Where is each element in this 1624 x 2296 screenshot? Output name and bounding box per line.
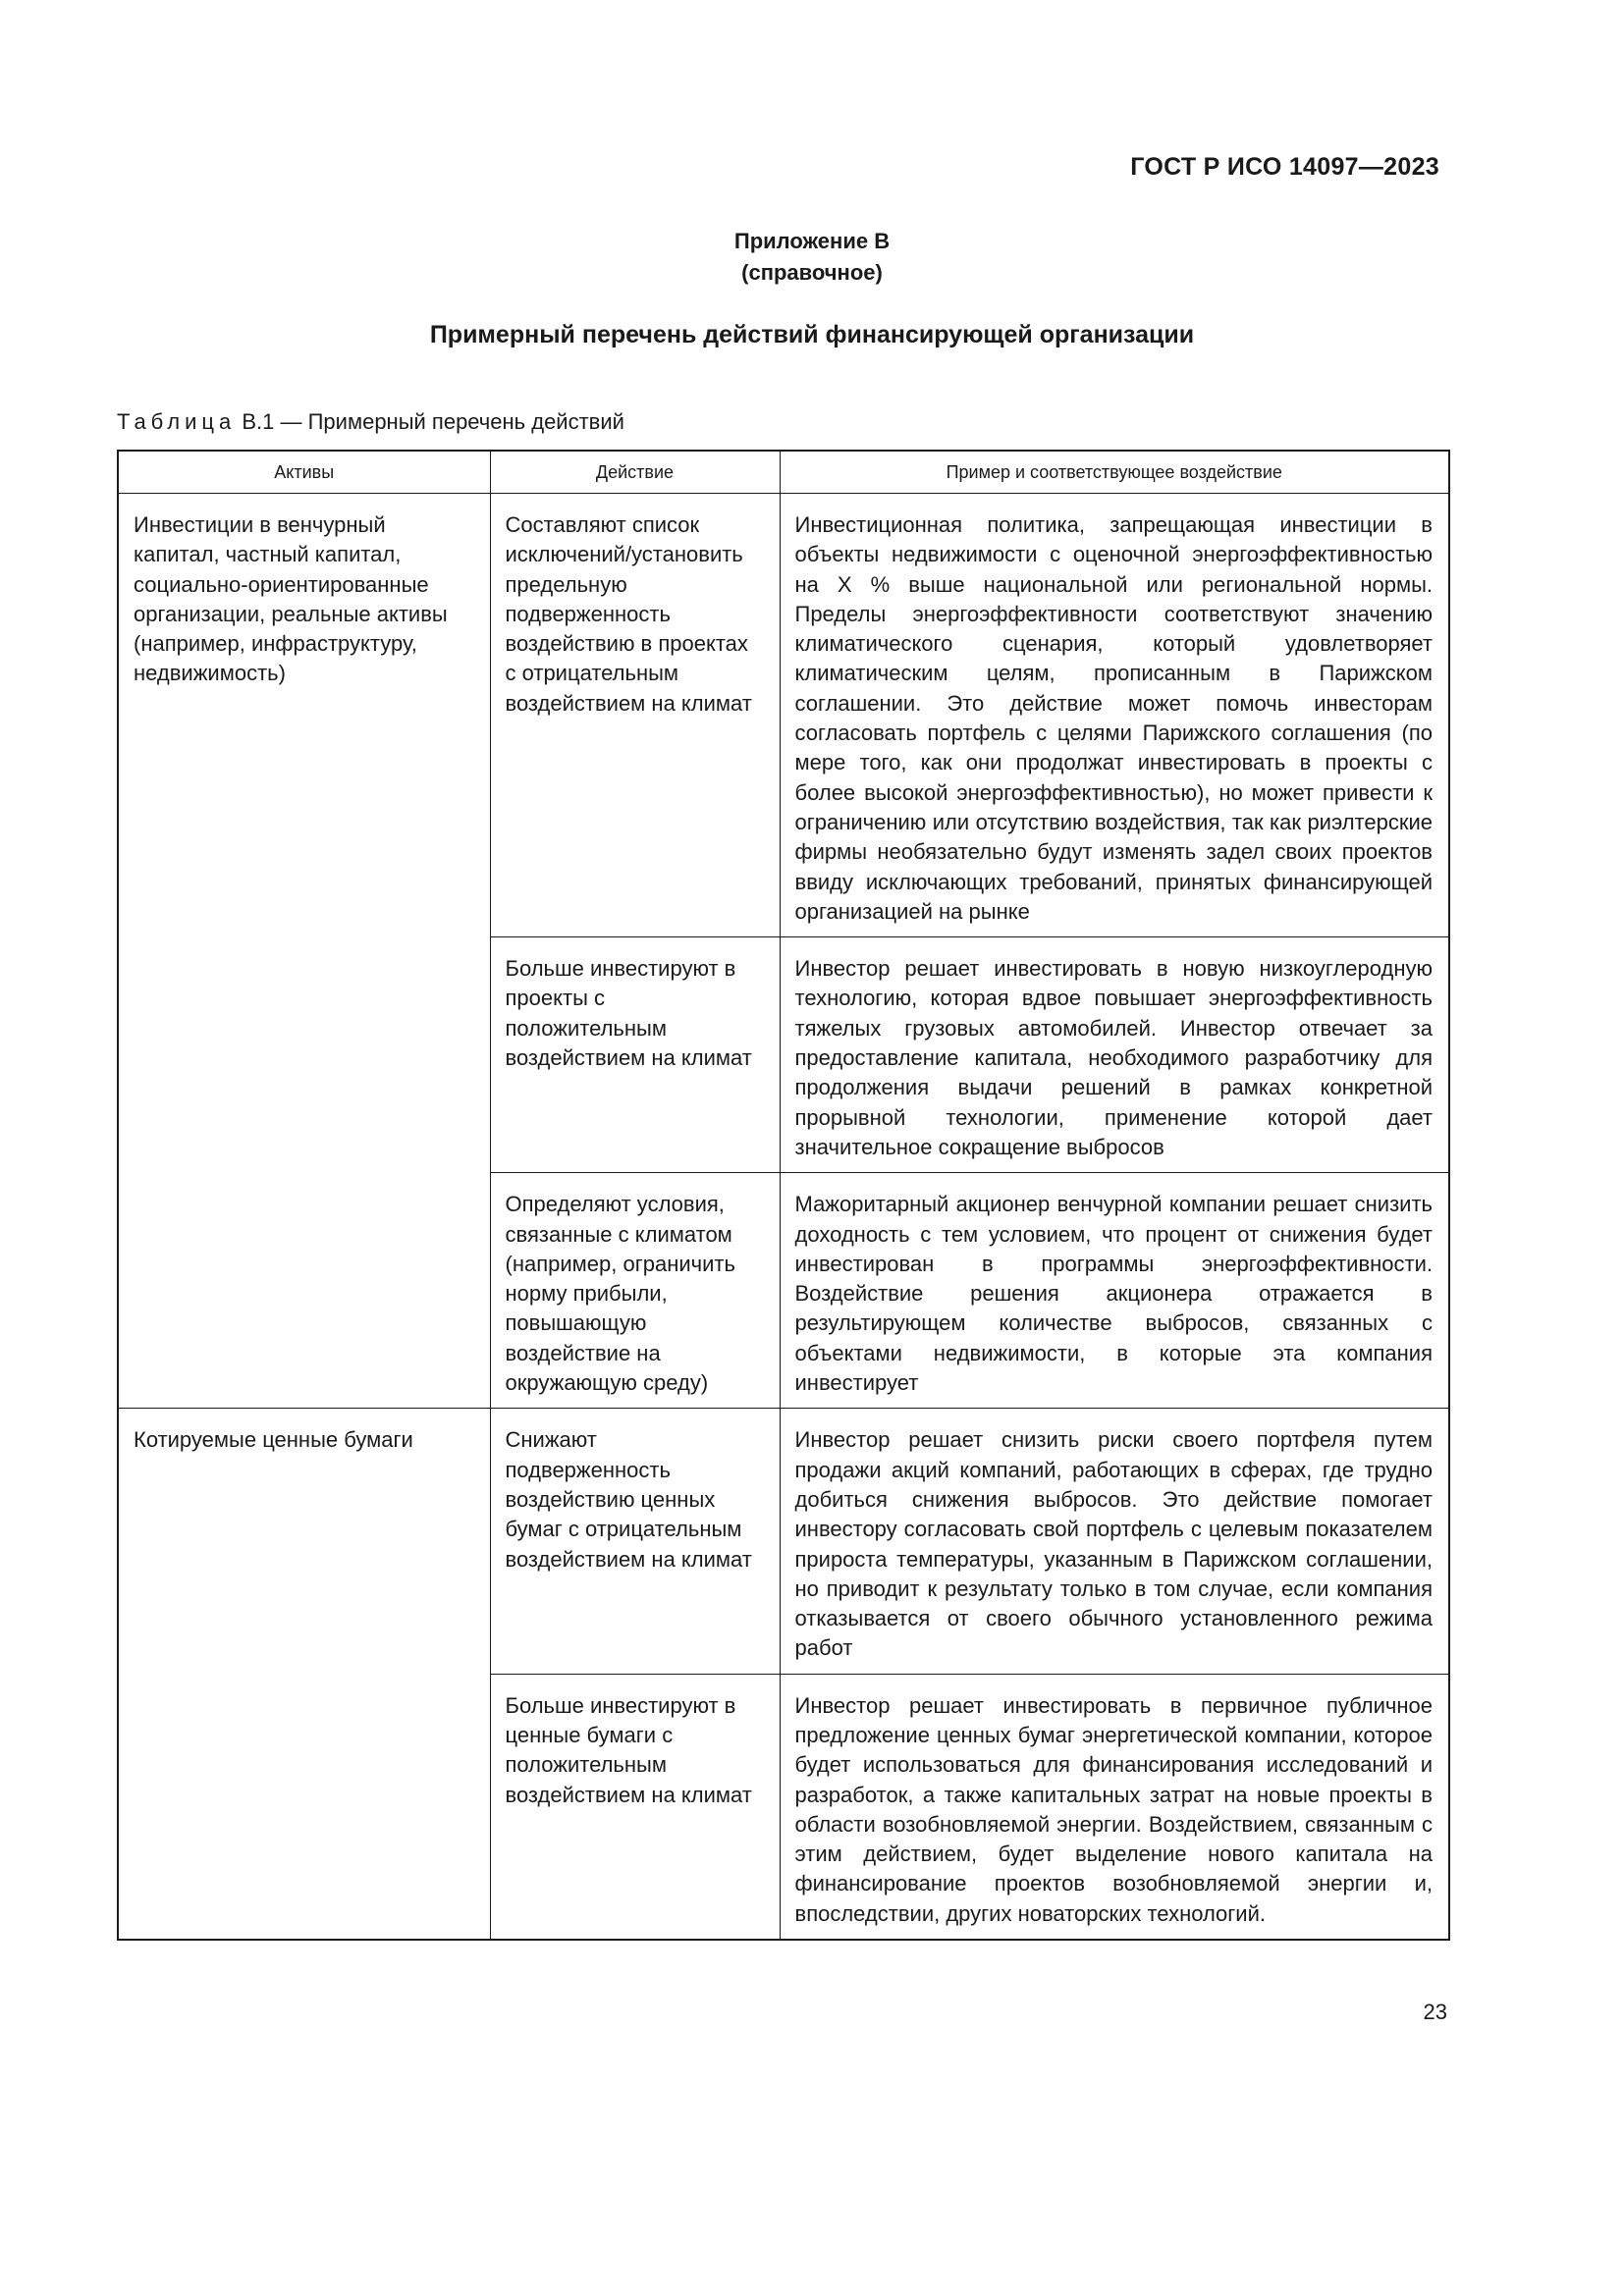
action-cell: Больше инвестируют в ценные бумаги с положительным воздействием на климат [490,1674,780,1940]
table-caption [117,409,624,435]
document-code: ГОСТ Р ИСО 14097—2023 [1130,153,1439,181]
example-cell: Инвестиционная политика, запрещающая инвестиции в объекты недвижимости с оценочной энергоэффективностью на X % выше национальной или региональной нормы. Пределы энергоэффективности соответствуют значению климатического сценария, который удовлетворяет климатическим целям, прописанным в Парижском соглашении. Это действие может помочь инвесторам согласовать портфель с целями Парижского соглашения (по мере того, как они продолжат инвестировать в проекты с более высокой энергоэффективностью), но может привести к ограничению или отсутствию воздействия, так как риэлтерские фирмы необязательно будут изменять задел своих проектов ввиду исключающих требований, принятых финансирующей организацией на рынке [780,494,1449,937]
action-cell: Определяют условия, связанные с климатом (например, ограничить норму прибыли, повышающую воздействие на окружающую среду) [490,1173,780,1409]
column-header-example: Пример и соответствующее воздействие [780,451,1449,494]
example-cell: Инвестор решает инвестировать в первичное публичное предложение ценных бумаг энергетической компании, которое будет использоваться для финансирования исследований и разработок, а также капитальных затрат на новые проекты в области возобновляемой энергии. Воздействием, связанным с этим действием, будет выделение нового капитала на финансирование проектов возобновляемой энергии и, впоследствии, других новаторских технологий. [780,1674,1449,1940]
table-caption-prefix: Таблица [117,409,237,434]
asset-cell: Инвестиции в венчурный капитал, частный капитал, социально-ориентированные организации, реальные активы (например, инфраструктуру, недвижимость) [118,494,490,1409]
action-cell: Составляют список исключений/установить предельную подверженность воздействию в проектах с отрицательным воздействием на климат [490,494,780,937]
annex-type: (справочное) [741,260,883,285]
table-header-row [118,451,1449,494]
action-cell: Больше инвестируют в проекты с положительным воздействием на климат [490,937,780,1173]
table-caption-text: B.1 — Примерный перечень действий [236,409,624,434]
column-header-assets: Активы [118,451,490,494]
annex-title: Приложение B [733,229,891,253]
section-title: Примерный перечень действий финансирующей организации [429,321,1195,348]
action-cell: Снижают подверженность воздействию ценных бумаг с отрицательным воздействием на климат [490,1409,780,1674]
table-row [118,1409,1449,1674]
actions-table [117,450,1450,1941]
asset-cell: Котируемые ценные бумаги [118,1409,490,1940]
example-cell: Инвестор решает снизить риски своего портфеля путем продажи акций компаний, работающих в сферах, где трудно добиться снижения выбросов. Это действие помогает инвестору согласовать свой портфель с целевым показателем прироста температуры, указанным в Парижском соглашении, но приводит к результату только в том случае, если компания отказывается от своего обычного установленного режима работ [780,1409,1449,1674]
example-cell: Инвестор решает инвестировать в новую низкоуглеродную технологию, которая вдвое повышает энергоэффективность тяжелых грузовых автомобилей. Инвестор отвечает за предоставление капитала, необходимого разработчику для продолжения выдачи решений в рамках конкретной прорывной технологии, применение которой дает значительное сокращение выбросов [780,937,1449,1173]
column-header-action: Действие [490,451,780,494]
table-row [118,494,1449,937]
example-cell: Мажоритарный акционер венчурной компании решает снизить доходность с тем условием, что процент от снижения будет инвестирован в программы энергоэффективности. Воздействие решения акционера отражается в результирующем количестве выбросов, связанных с объектами недвижимости, в которые эта компания инвестирует [780,1173,1449,1409]
page-number: 23 [1423,2000,1447,2024]
